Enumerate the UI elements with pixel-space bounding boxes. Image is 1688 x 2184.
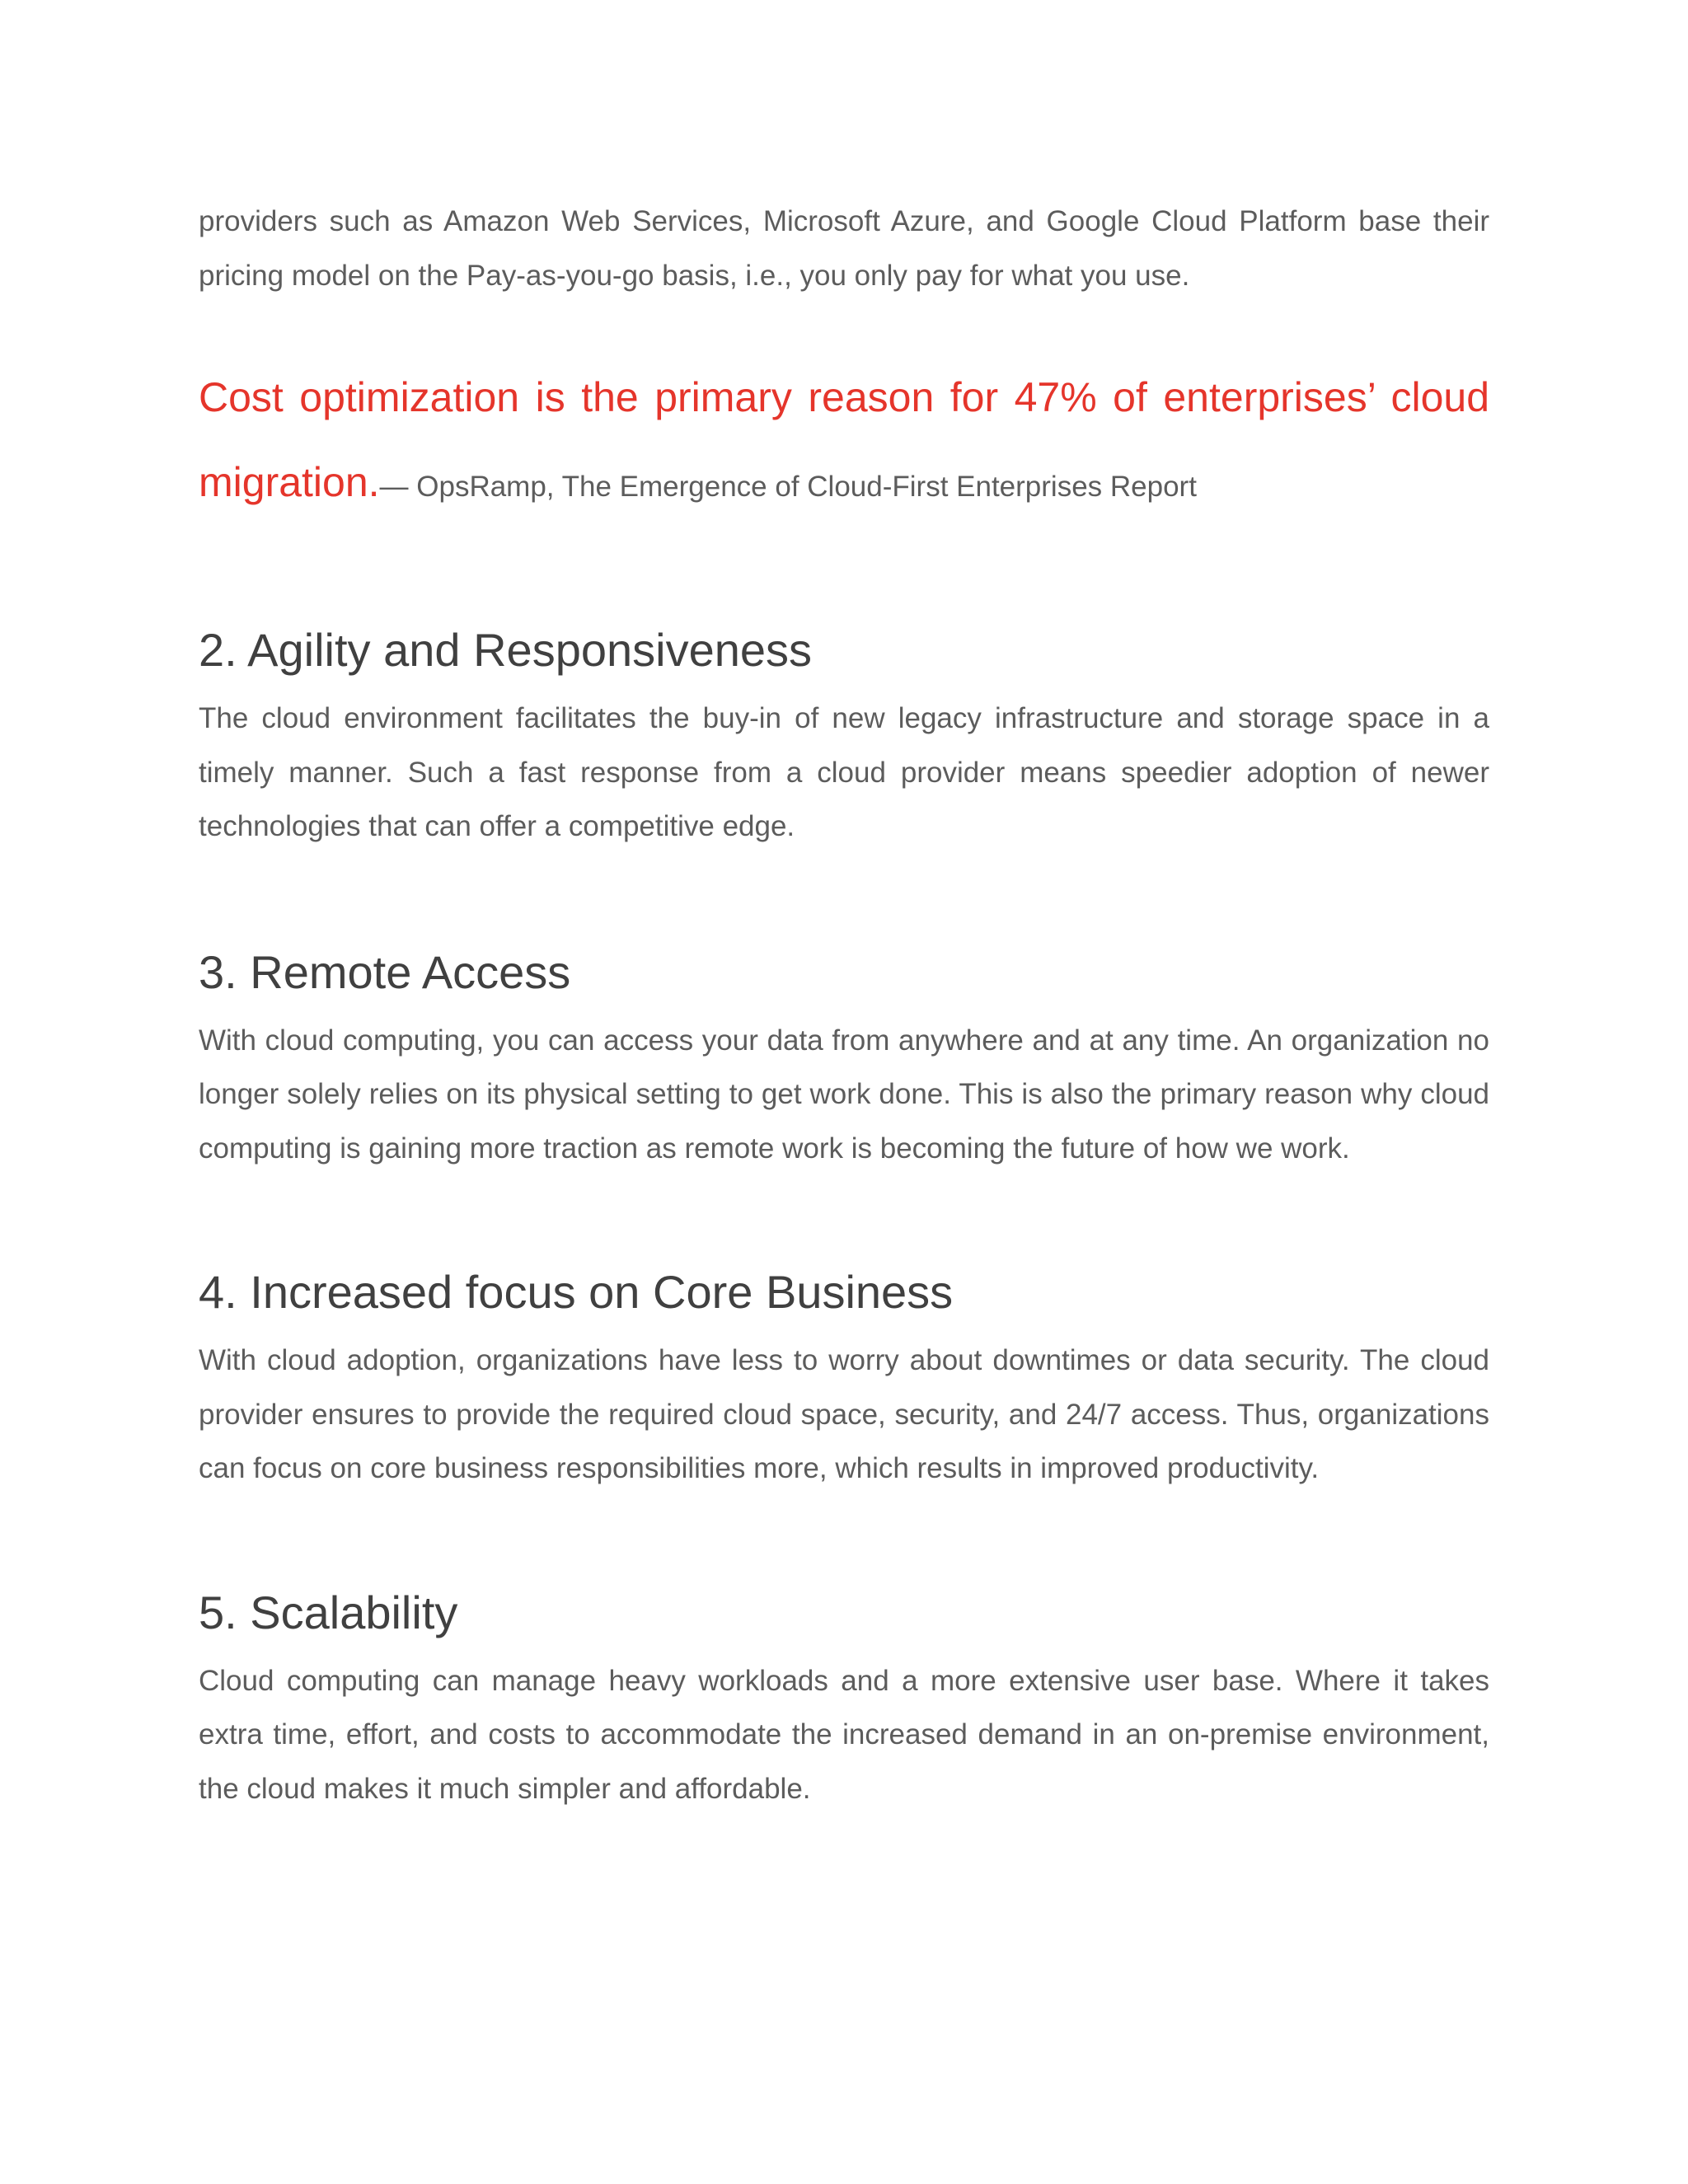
section-heading: 3. Remote Access	[199, 945, 571, 998]
document-content	[199, 194, 1489, 1816]
pull-quote	[199, 360, 1489, 530]
quote-source: — OpsRamp, The Emergence of Cloud-First Enterprises Report	[379, 471, 1197, 503]
section-body: Cloud computing can manage heavy workloads and a more extensive user base. Where it takes extra time, effort, and costs to accommodate the increased demand in an on-premise environment, the cloud makes it much simpler and affordable.	[199, 1664, 1489, 1805]
quote-text: Cost optimization is the primary reason for 47% of enterprises’ cloud migration.	[199, 374, 1489, 505]
section-scalability	[199, 1583, 1489, 1816]
section-heading: 4. Increased focus on Core Business	[199, 1266, 954, 1318]
section-agility	[199, 621, 1489, 854]
section-body: The cloud environment facilitates the buy-in of new legacy infrastructure and storage space in a timely manner. Such a fast response from a cloud provider means speedier adoption of newer technologies that can offer a competitive edge.	[199, 702, 1489, 842]
intro-paragraph: providers such as Amazon Web Services, Microsoft Azure, and Google Cloud Platform base their pricing model on the Pay-as-you-go basis, i.e., you only pay for what you use.	[199, 205, 1489, 292]
section-core-business	[199, 1263, 1489, 1496]
section-heading: 2. Agility and Responsiveness	[199, 624, 812, 676]
section-remote-access	[199, 943, 1489, 1176]
section-body: With cloud adoption, organizations have less to worry about downtimes or data security. The cloud provider ensures to provide the required cloud space, security, and 24/7 access. Thus, organizations can focus on core business responsibilities more, which results in improved productivity.	[199, 1344, 1489, 1484]
section-body: With cloud computing, you can access your data from anywhere and at any time. An organization no longer solely relies on its physical setting to get work done. This is also the primary reason why cloud computing is gaining more traction as remote work is becoming the future of how we work.	[199, 1024, 1489, 1165]
section-heading: 5. Scalability	[199, 1586, 458, 1638]
